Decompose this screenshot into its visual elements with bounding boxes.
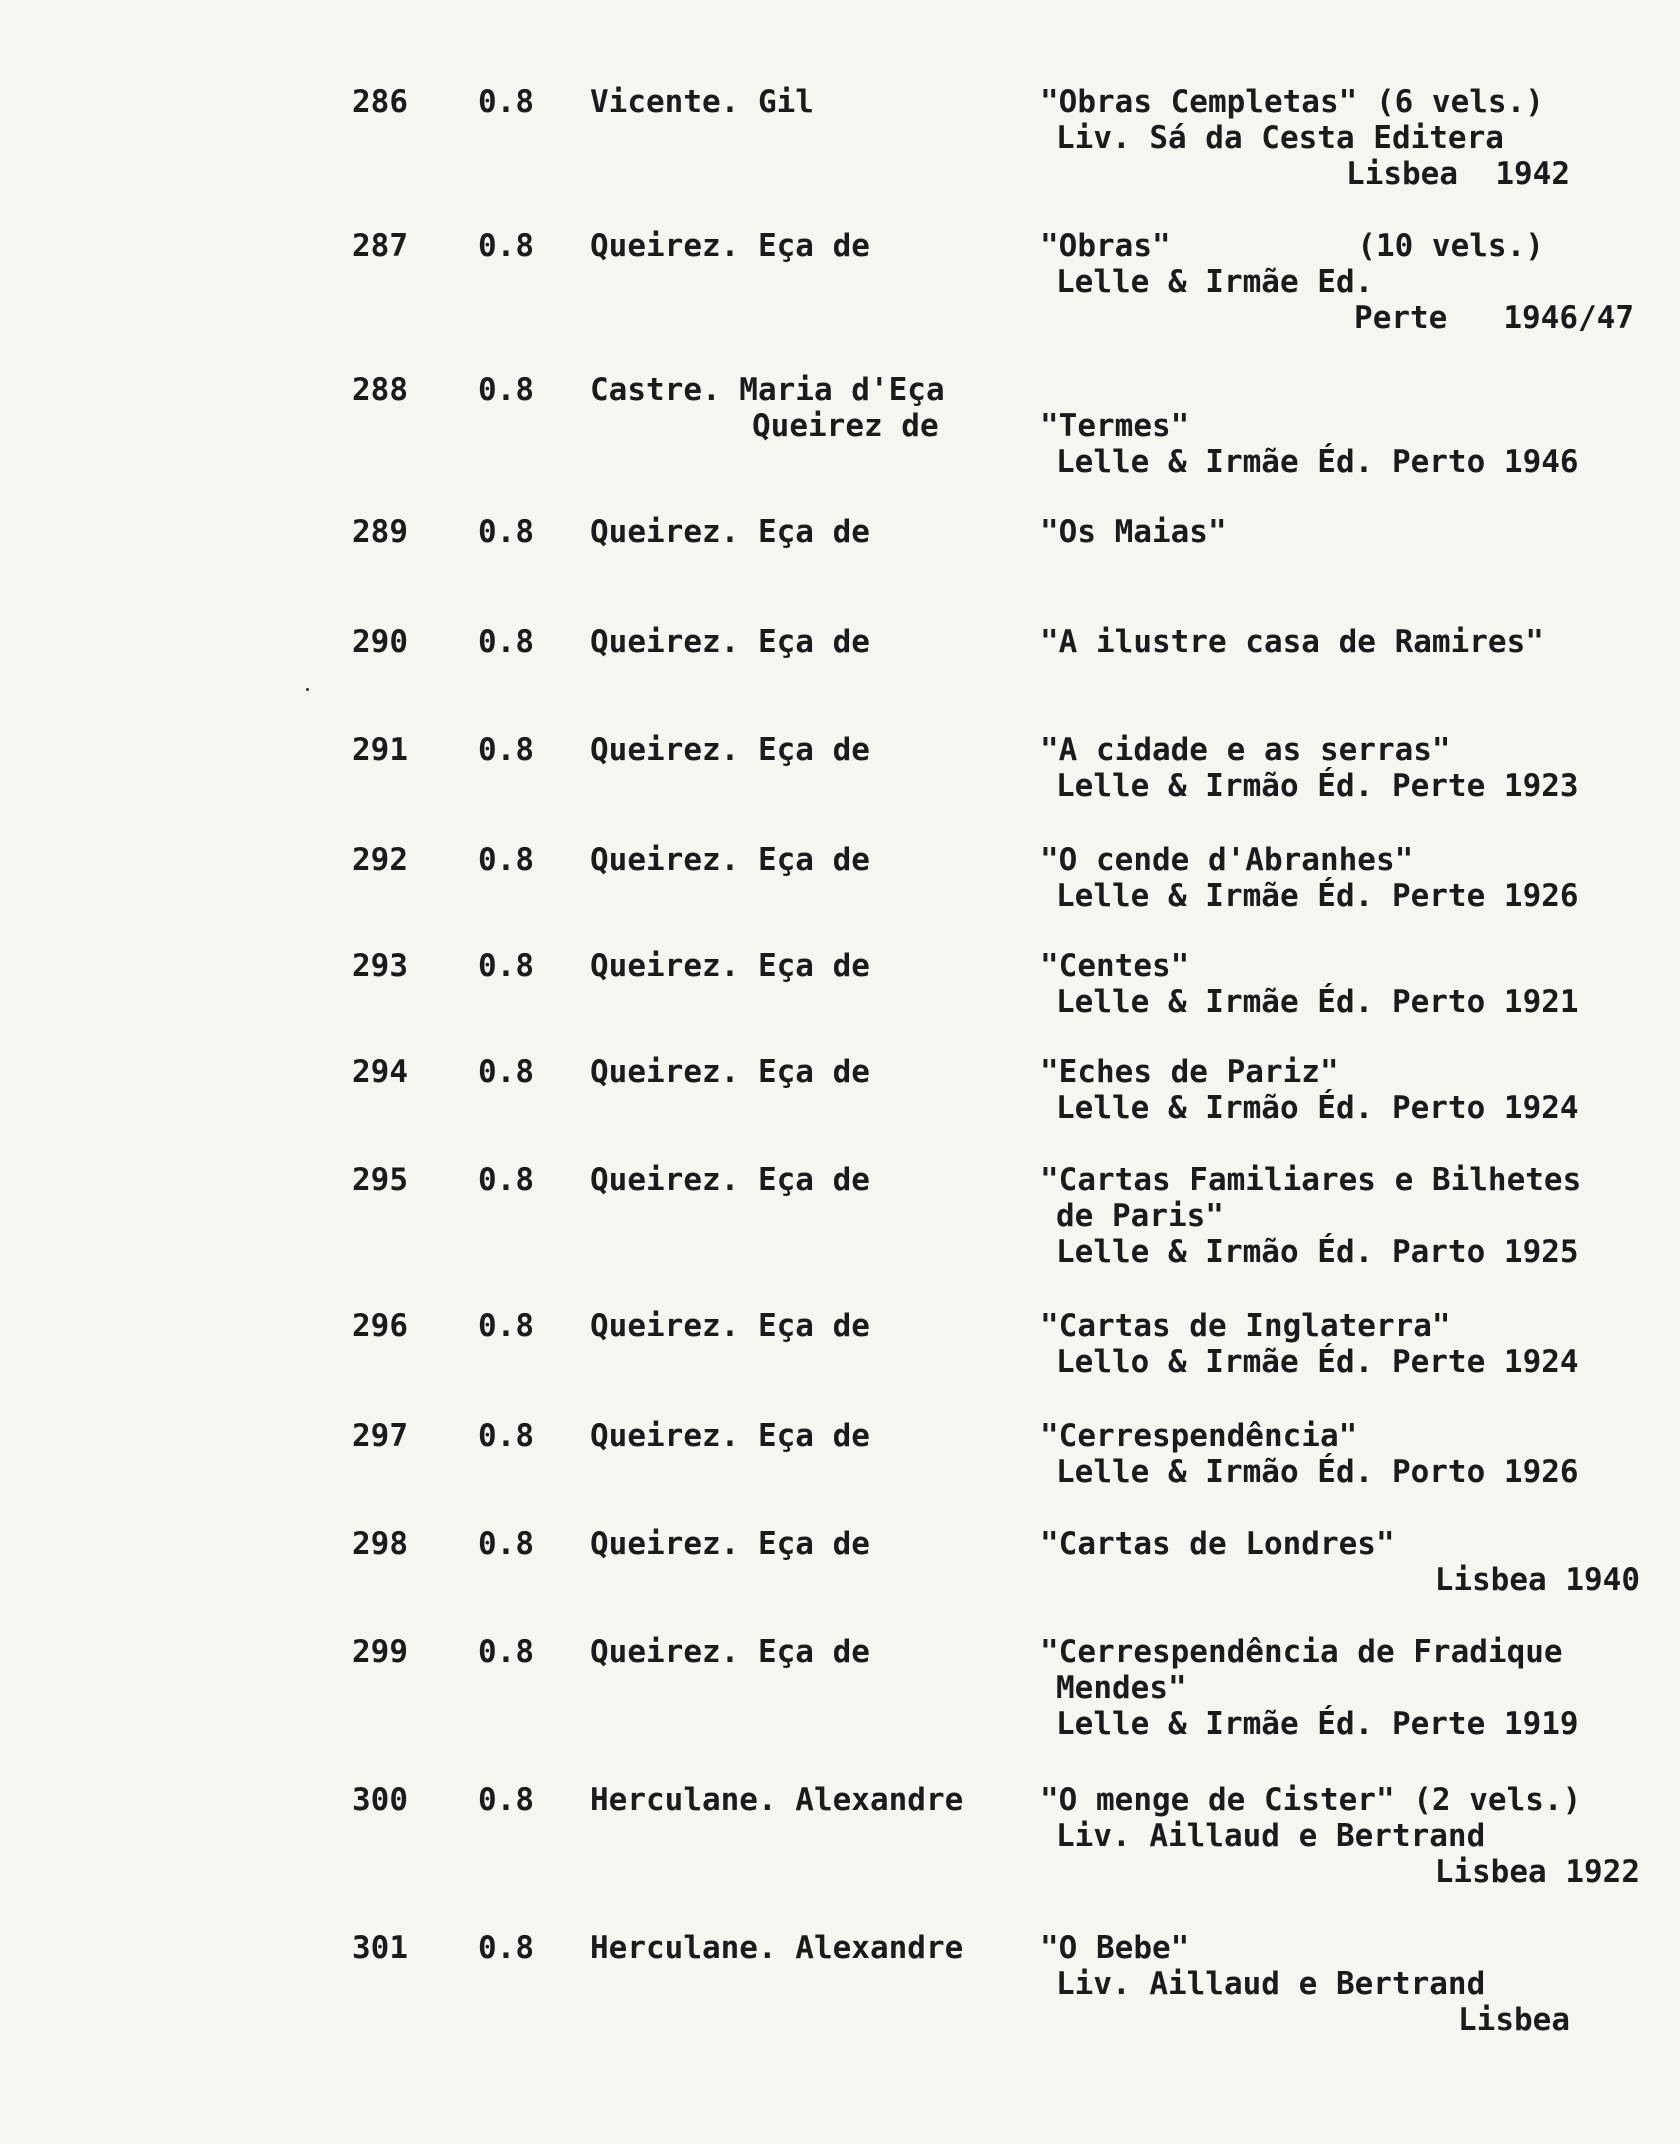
entry-code: 0.8 [478, 1634, 534, 1670]
entry-publisher: Liv. Aillaud e Bertrand [1056, 1966, 1486, 2002]
entry-title: "Cartas de Inglaterra" [1040, 1308, 1451, 1344]
entry-place-year: Perte 1946/47 [1354, 300, 1634, 336]
entry-number: 295 [352, 1162, 408, 1198]
entry-code: 0.8 [478, 1162, 534, 1198]
entry-code: 0.8 [478, 1418, 534, 1454]
entry-number: 294 [352, 1054, 408, 1090]
entry-code: 0.8 [478, 1308, 534, 1344]
entry-title-continuation: Mendes" [1056, 1670, 1187, 1706]
entry-code: 0.8 [478, 372, 534, 408]
entry-code: 0.8 [478, 1782, 534, 1818]
entry-title: "Obras" (10 vels.) [1040, 228, 1544, 264]
entry-title: "Cartas Familiares e Bilhetes [1040, 1162, 1582, 1198]
entry-code: 0.8 [478, 84, 534, 120]
entry-number: 290 [352, 624, 408, 660]
entry-number: 289 [352, 514, 408, 550]
entry-publisher: Lelle & Irmãe Éd. Perto 1946 [1056, 444, 1579, 480]
entry-title: "Eches de Pariz" [1040, 1054, 1339, 1090]
entry-author: Queirez. Eça de [590, 1634, 870, 1670]
entry-title: "O cende d'Abranhes" [1040, 842, 1414, 878]
entry-title: "O Bebe" [1040, 1930, 1190, 1966]
entry-title-continuation: de Paris" [1056, 1198, 1224, 1234]
entry-place-year: Lisbea 1940 [1434, 1562, 1640, 1598]
entry-author: Queirez. Eça de [590, 1054, 870, 1090]
entry-publisher: Lelle & Irmão Éd. Porto 1926 [1056, 1454, 1579, 1490]
entry-code: 0.8 [478, 732, 534, 768]
entry-author: Queirez. Eça de [590, 842, 870, 878]
entry-author: Queirez. Eça de [590, 624, 870, 660]
entry-number: 299 [352, 1634, 408, 1670]
entry-number: 296 [352, 1308, 408, 1344]
entry-author: Queirez. Eça de [590, 732, 870, 768]
stray-ink-mark [306, 688, 309, 691]
entry-code: 0.8 [478, 842, 534, 878]
entry-publisher: Lelle & Irmão Éd. Perto 1924 [1056, 1090, 1579, 1126]
entry-author: Castre. Maria d'Eça [590, 372, 945, 408]
entry-number: 292 [352, 842, 408, 878]
entry-number: 300 [352, 1782, 408, 1818]
entry-title: "Os Maias" [1040, 514, 1227, 550]
entry-title: "Termes" [1040, 408, 1190, 444]
entry-publisher: Lelle & Irmão Éd. Parto 1925 [1056, 1234, 1579, 1270]
entry-title: "Obras Cempletas" (6 vels.) [1040, 84, 1544, 120]
entry-place-year: Lisbea 1922 [1434, 1854, 1640, 1890]
entry-publisher: Lelle & Irmãe Éd. Perto 1921 [1056, 984, 1579, 1020]
entry-author: Vicente. Gil [590, 84, 814, 120]
entry-title: "A cidade e as serras" [1040, 732, 1451, 768]
entry-title: "Cerrespendência" [1040, 1418, 1358, 1454]
entry-author: Herculane. Alexandre [590, 1930, 964, 1966]
entry-code: 0.8 [478, 1930, 534, 1966]
entry-title: "O menge de Cister" (2 vels.) [1040, 1782, 1582, 1818]
entry-publisher: Lelle & Irmãe Ed. [1056, 264, 1374, 300]
entry-number: 301 [352, 1930, 408, 1966]
entry-author: Herculane. Alexandre [590, 1782, 964, 1818]
entry-publisher: Liv. Aillaud e Bertrand [1056, 1818, 1486, 1854]
entry-place-year: Lisbea [1458, 2002, 1570, 2038]
entry-author: Queirez. Eça de [590, 948, 870, 984]
entry-author: Queirez. Eça de [590, 228, 870, 264]
entry-title: "Cartas de Londres" [1040, 1526, 1395, 1562]
entry-author: Queirez. Eça de [590, 1308, 870, 1344]
entry-number: 291 [352, 732, 408, 768]
entry-number: 288 [352, 372, 408, 408]
entry-place-year: Lisbea 1942 [1346, 156, 1570, 192]
entry-publisher: Lelle & Irmãe Éd. Perte 1919 [1056, 1706, 1579, 1742]
entry-publisher: Liv. Sá da Cesta Editera [1056, 120, 1504, 156]
entry-title: "Cerrespendência de Fradique [1040, 1634, 1563, 1670]
entry-title: "Centes" [1040, 948, 1190, 984]
entry-code: 0.8 [478, 228, 534, 264]
entry-author-continuation: Queirez de [752, 408, 939, 444]
entry-author: Queirez. Eça de [590, 1418, 870, 1454]
entry-publisher: Lello & Irmãe Éd. Perte 1924 [1056, 1344, 1579, 1380]
entry-publisher: Lelle & Irmão Éd. Perte 1923 [1056, 768, 1579, 804]
entry-number: 287 [352, 228, 408, 264]
entry-code: 0.8 [478, 1526, 534, 1562]
entry-number: 293 [352, 948, 408, 984]
entry-code: 0.8 [478, 624, 534, 660]
entry-number: 286 [352, 84, 408, 120]
entry-code: 0.8 [478, 948, 534, 984]
entry-author: Queirez. Eça de [590, 514, 870, 550]
entry-number: 297 [352, 1418, 408, 1454]
entry-number: 298 [352, 1526, 408, 1562]
entry-code: 0.8 [478, 1054, 534, 1090]
entry-author: Queirez. Eça de [590, 1526, 870, 1562]
entry-publisher: Lelle & Irmãe Éd. Perte 1926 [1056, 878, 1579, 914]
entry-author: Queirez. Eça de [590, 1162, 870, 1198]
entry-title: "A ilustre casa de Ramires" [1040, 624, 1544, 660]
entry-code: 0.8 [478, 514, 534, 550]
